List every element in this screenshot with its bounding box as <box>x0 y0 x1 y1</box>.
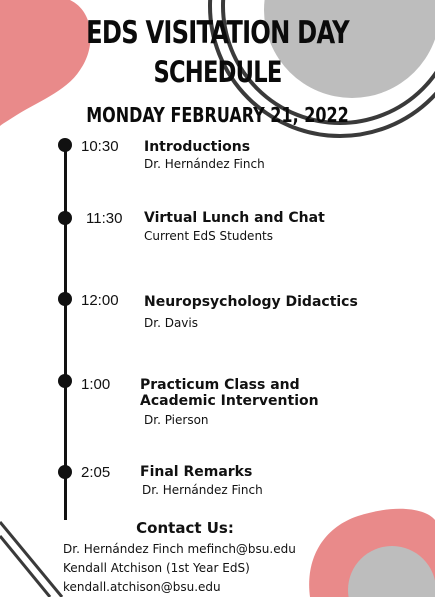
timeline-line <box>64 143 67 520</box>
diagonal-line-inner <box>0 536 50 597</box>
schedule-presenter: Dr. Hernández Finch <box>144 157 265 171</box>
page-subtitle: SCHEDULE <box>153 55 282 89</box>
schedule-title: Introductions <box>144 139 251 155</box>
schedule-time: 11:30 <box>86 210 123 227</box>
schedule-time: 1:00 <box>81 376 111 393</box>
schedule-title: Final Remarks <box>140 464 253 480</box>
schedule-time: 10:30 <box>81 138 119 155</box>
timeline-dot <box>58 374 72 388</box>
schedule-time: 12:00 <box>81 292 119 309</box>
schedule-presenter: Dr. Pierson <box>144 413 209 427</box>
timeline-dot <box>58 465 72 479</box>
timeline-dot <box>58 211 72 225</box>
contact-line-3: kendall.atchison@bsu.edu <box>63 580 221 594</box>
timeline-dot <box>58 292 72 306</box>
schedule-time: 2:05 <box>81 464 111 481</box>
schedule-title-line2: Academic Intervention <box>140 393 319 409</box>
contact-line-1: Dr. Hernández Finch mefinch@bsu.edu <box>63 542 296 556</box>
contact-line-2: Kendall Atchison (1st Year EdS) <box>63 561 250 575</box>
timeline-dot <box>58 138 72 152</box>
schedule-title: Neuropsychology Didactics <box>144 294 358 310</box>
schedule-presenter: Current EdS Students <box>144 229 274 243</box>
contact-heading: Contact Us: <box>136 519 234 537</box>
schedule-presenter: Dr. Hernández Finch <box>142 483 263 497</box>
page-title: EDS VISITATION DAY <box>86 15 349 51</box>
event-date: MONDAY FEBRUARY 21, 2022 <box>86 103 349 127</box>
schedule-presenter: Dr. Davis <box>144 316 198 330</box>
schedule-title: Virtual Lunch and Chat <box>144 210 325 226</box>
schedule-title-line1: Practicum Class and <box>140 377 300 393</box>
